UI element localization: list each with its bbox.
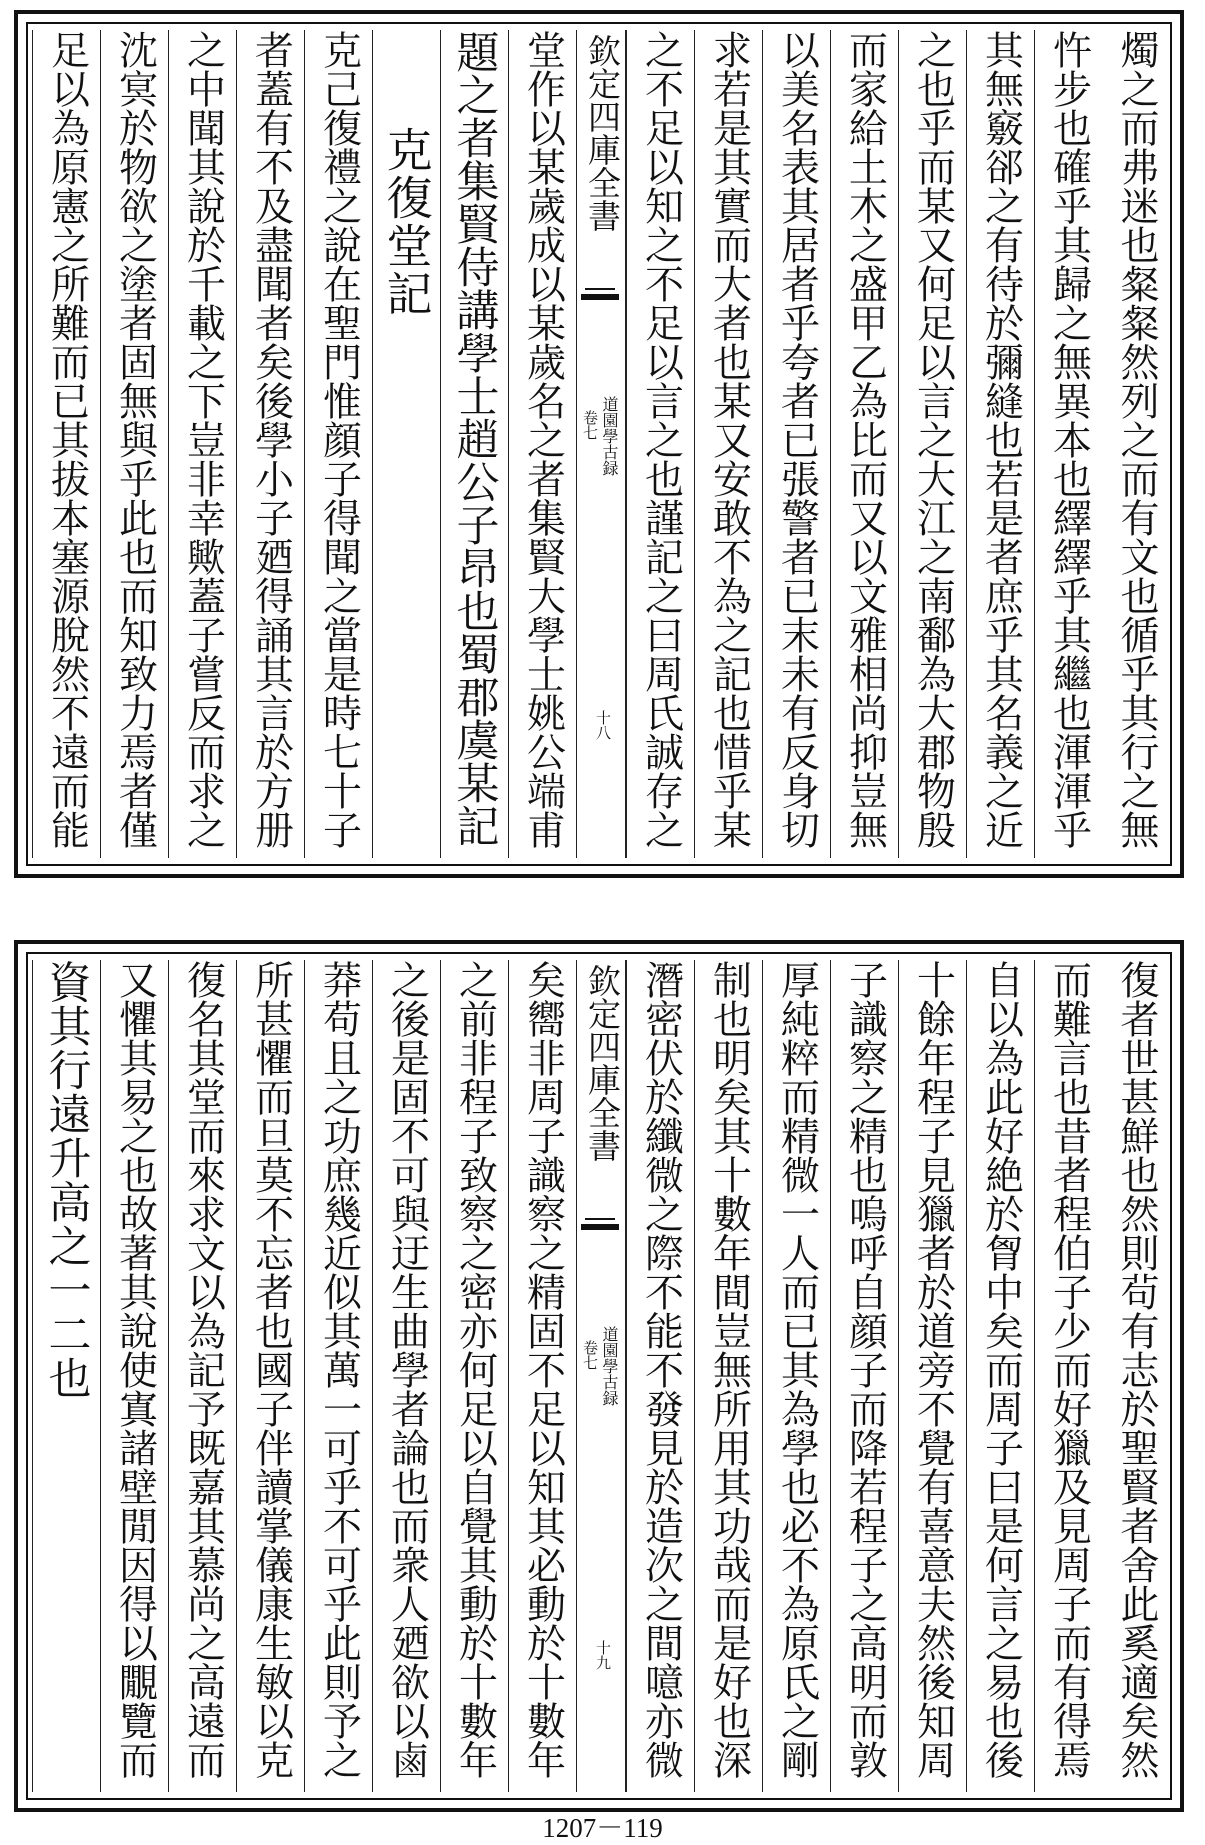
- center-column-banxin: [576, 30, 626, 858]
- text-column: [966, 30, 1034, 858]
- page-number: 十九: [594, 1640, 612, 1670]
- column-text: 矣嚮非周子識察之精固不足以知其必動於十數年: [520, 960, 566, 1779]
- text-column: [1102, 30, 1170, 858]
- column-text: 克己復禮之說在聖門惟顔子得聞之當是時七十子: [316, 30, 362, 849]
- text-column: [1102, 960, 1170, 1792]
- text-column: [32, 960, 100, 1792]
- book-title: 道園學古録: [600, 396, 619, 476]
- text-column: [236, 30, 304, 858]
- column-text: 潛密伏於纖微之際不能不發見於造次之間噫亦微: [638, 960, 684, 1779]
- column-text: 之也乎而某又何足以言之大江之南鄱為大郡物殷: [910, 30, 956, 849]
- text-column: [694, 960, 762, 1792]
- text-column: [168, 960, 236, 1792]
- column-text: 子識察之精也嗚呼自顔子而降若程子之高明而敦: [842, 960, 888, 1779]
- column-text: 足以為原憲之所難而已其拔本塞源脫然不遠而能: [44, 30, 90, 849]
- fish-tail-mark: [581, 1204, 619, 1230]
- text-column: [898, 960, 966, 1792]
- text-column: [304, 960, 372, 1792]
- text-column: [966, 960, 1034, 1792]
- text-column: [762, 30, 830, 858]
- book-title: 道園學古録: [600, 1326, 619, 1406]
- column-text: 之中聞其說於千載之下豈非幸歟蓋子嘗反而求之: [180, 30, 226, 849]
- text-column: [694, 30, 762, 858]
- column-text: 厚純粹而精微一人而已其為學也必不為原氏之剛: [774, 960, 820, 1779]
- text-column: [508, 30, 576, 858]
- column-text: 求若是其實而大者也某又安敢不為之記也惜乎某: [706, 30, 752, 849]
- text-column: [440, 30, 508, 858]
- column-text: 莽苟且之功庶幾近似其萬一可乎不可乎此則予之: [316, 960, 362, 1779]
- text-column: [1034, 960, 1102, 1792]
- column-text: 而家給土木之盛甲乙為比而又以文雅相尚抑豈無: [842, 30, 888, 849]
- juan-label: 卷七: [581, 1340, 599, 1370]
- column-text: 而難言也昔者程伯子少而好獵及見周子而有得焉: [1046, 960, 1092, 1779]
- column-text: 忤步也確乎其歸之無異本也繹繹乎其繼也渾渾乎: [1046, 30, 1092, 849]
- text-column: [626, 960, 694, 1792]
- page-frame-bottom: [26, 952, 1172, 1800]
- column-text: 其無竅郤之有待於彌縫也若是者庶乎其名義之近: [978, 30, 1024, 849]
- page-number: 十八: [594, 710, 612, 740]
- column-text: 復者世甚鮮也然則茍有志於聖賢者舍此奚適矣然: [1114, 960, 1159, 1779]
- text-column: [508, 960, 576, 1792]
- fish-tail-mark: [581, 274, 619, 300]
- juan-label: 卷七: [581, 410, 599, 440]
- collection-title: 欽定四庫全書: [583, 34, 622, 232]
- column-text: 所甚懼而旦莫不忘者也國子伴讀掌儀康生敏以克: [248, 960, 294, 1779]
- text-column: [168, 30, 236, 858]
- page-sheet-top: [14, 10, 1184, 878]
- column-text: 自以為此好絶於胷中矣而周子曰是何言之易也後: [978, 960, 1024, 1779]
- column-text: 之不足以知之不足以言之也謹記之曰周氏誠存之: [638, 30, 684, 849]
- column-text: 以美名表其居者乎夸者已張警者已末未有反身切: [774, 30, 820, 849]
- column-text: 資其行遠升高之一二也: [41, 960, 92, 1400]
- collection-title: 欽定四庫全書: [583, 964, 622, 1162]
- page-frame-top: [26, 22, 1172, 866]
- footer-page-label: 1207－119: [542, 1813, 663, 1843]
- text-column: [372, 30, 440, 858]
- column-text: 復名其堂而來求文以為記予既嘉其慕尚之高遠而: [180, 960, 226, 1779]
- column-text: 制也明矣其十數年間豈無所用其功哉而是好也深: [706, 960, 752, 1779]
- column-text: 堂作以某歲成以某歲名之者集賢大學士姚公端甫: [520, 30, 566, 849]
- text-column: [1034, 30, 1102, 858]
- column-text: 者蓋有不及盡聞者矣後學小子廼得誦其言於方册: [248, 30, 294, 849]
- text-column: [100, 960, 168, 1792]
- page-sheet-bottom: [14, 940, 1184, 1812]
- text-column: [898, 30, 966, 858]
- text-column: [236, 960, 304, 1792]
- column-text: 十餘年程子見獵者於道旁不覺有喜意夫然後知周: [910, 960, 956, 1779]
- column-text: 之後是固不可與迂生曲學者論也而衆人廼欲以鹵: [384, 960, 430, 1779]
- column-text: 又懼其易之也故著其說使寘諸壁閒因得以覵覽而: [112, 960, 158, 1779]
- text-column: [100, 30, 168, 858]
- text-column: [304, 30, 372, 858]
- text-column: [626, 30, 694, 858]
- text-column: [372, 960, 440, 1792]
- column-text: 沈㝠於物欲之塗者固無與乎此也而知致力焉者僅: [112, 30, 158, 849]
- column-text: 燭之而弗迷也粲粲然列之而有文也循乎其行之無: [1114, 30, 1159, 849]
- text-column: [440, 960, 508, 1792]
- essay-title: 克復堂記: [379, 126, 434, 318]
- column-text: 之前非程子致察之密亦何足以自覺其動於十數年: [452, 960, 498, 1779]
- text-column: [32, 30, 100, 858]
- text-column: [830, 30, 898, 858]
- text-column: [830, 960, 898, 1792]
- text-column: [762, 960, 830, 1792]
- column-text: 題之者集賢侍講學士趙公子昂也蜀郡虞某記: [449, 30, 500, 847]
- center-column-banxin: [576, 960, 626, 1792]
